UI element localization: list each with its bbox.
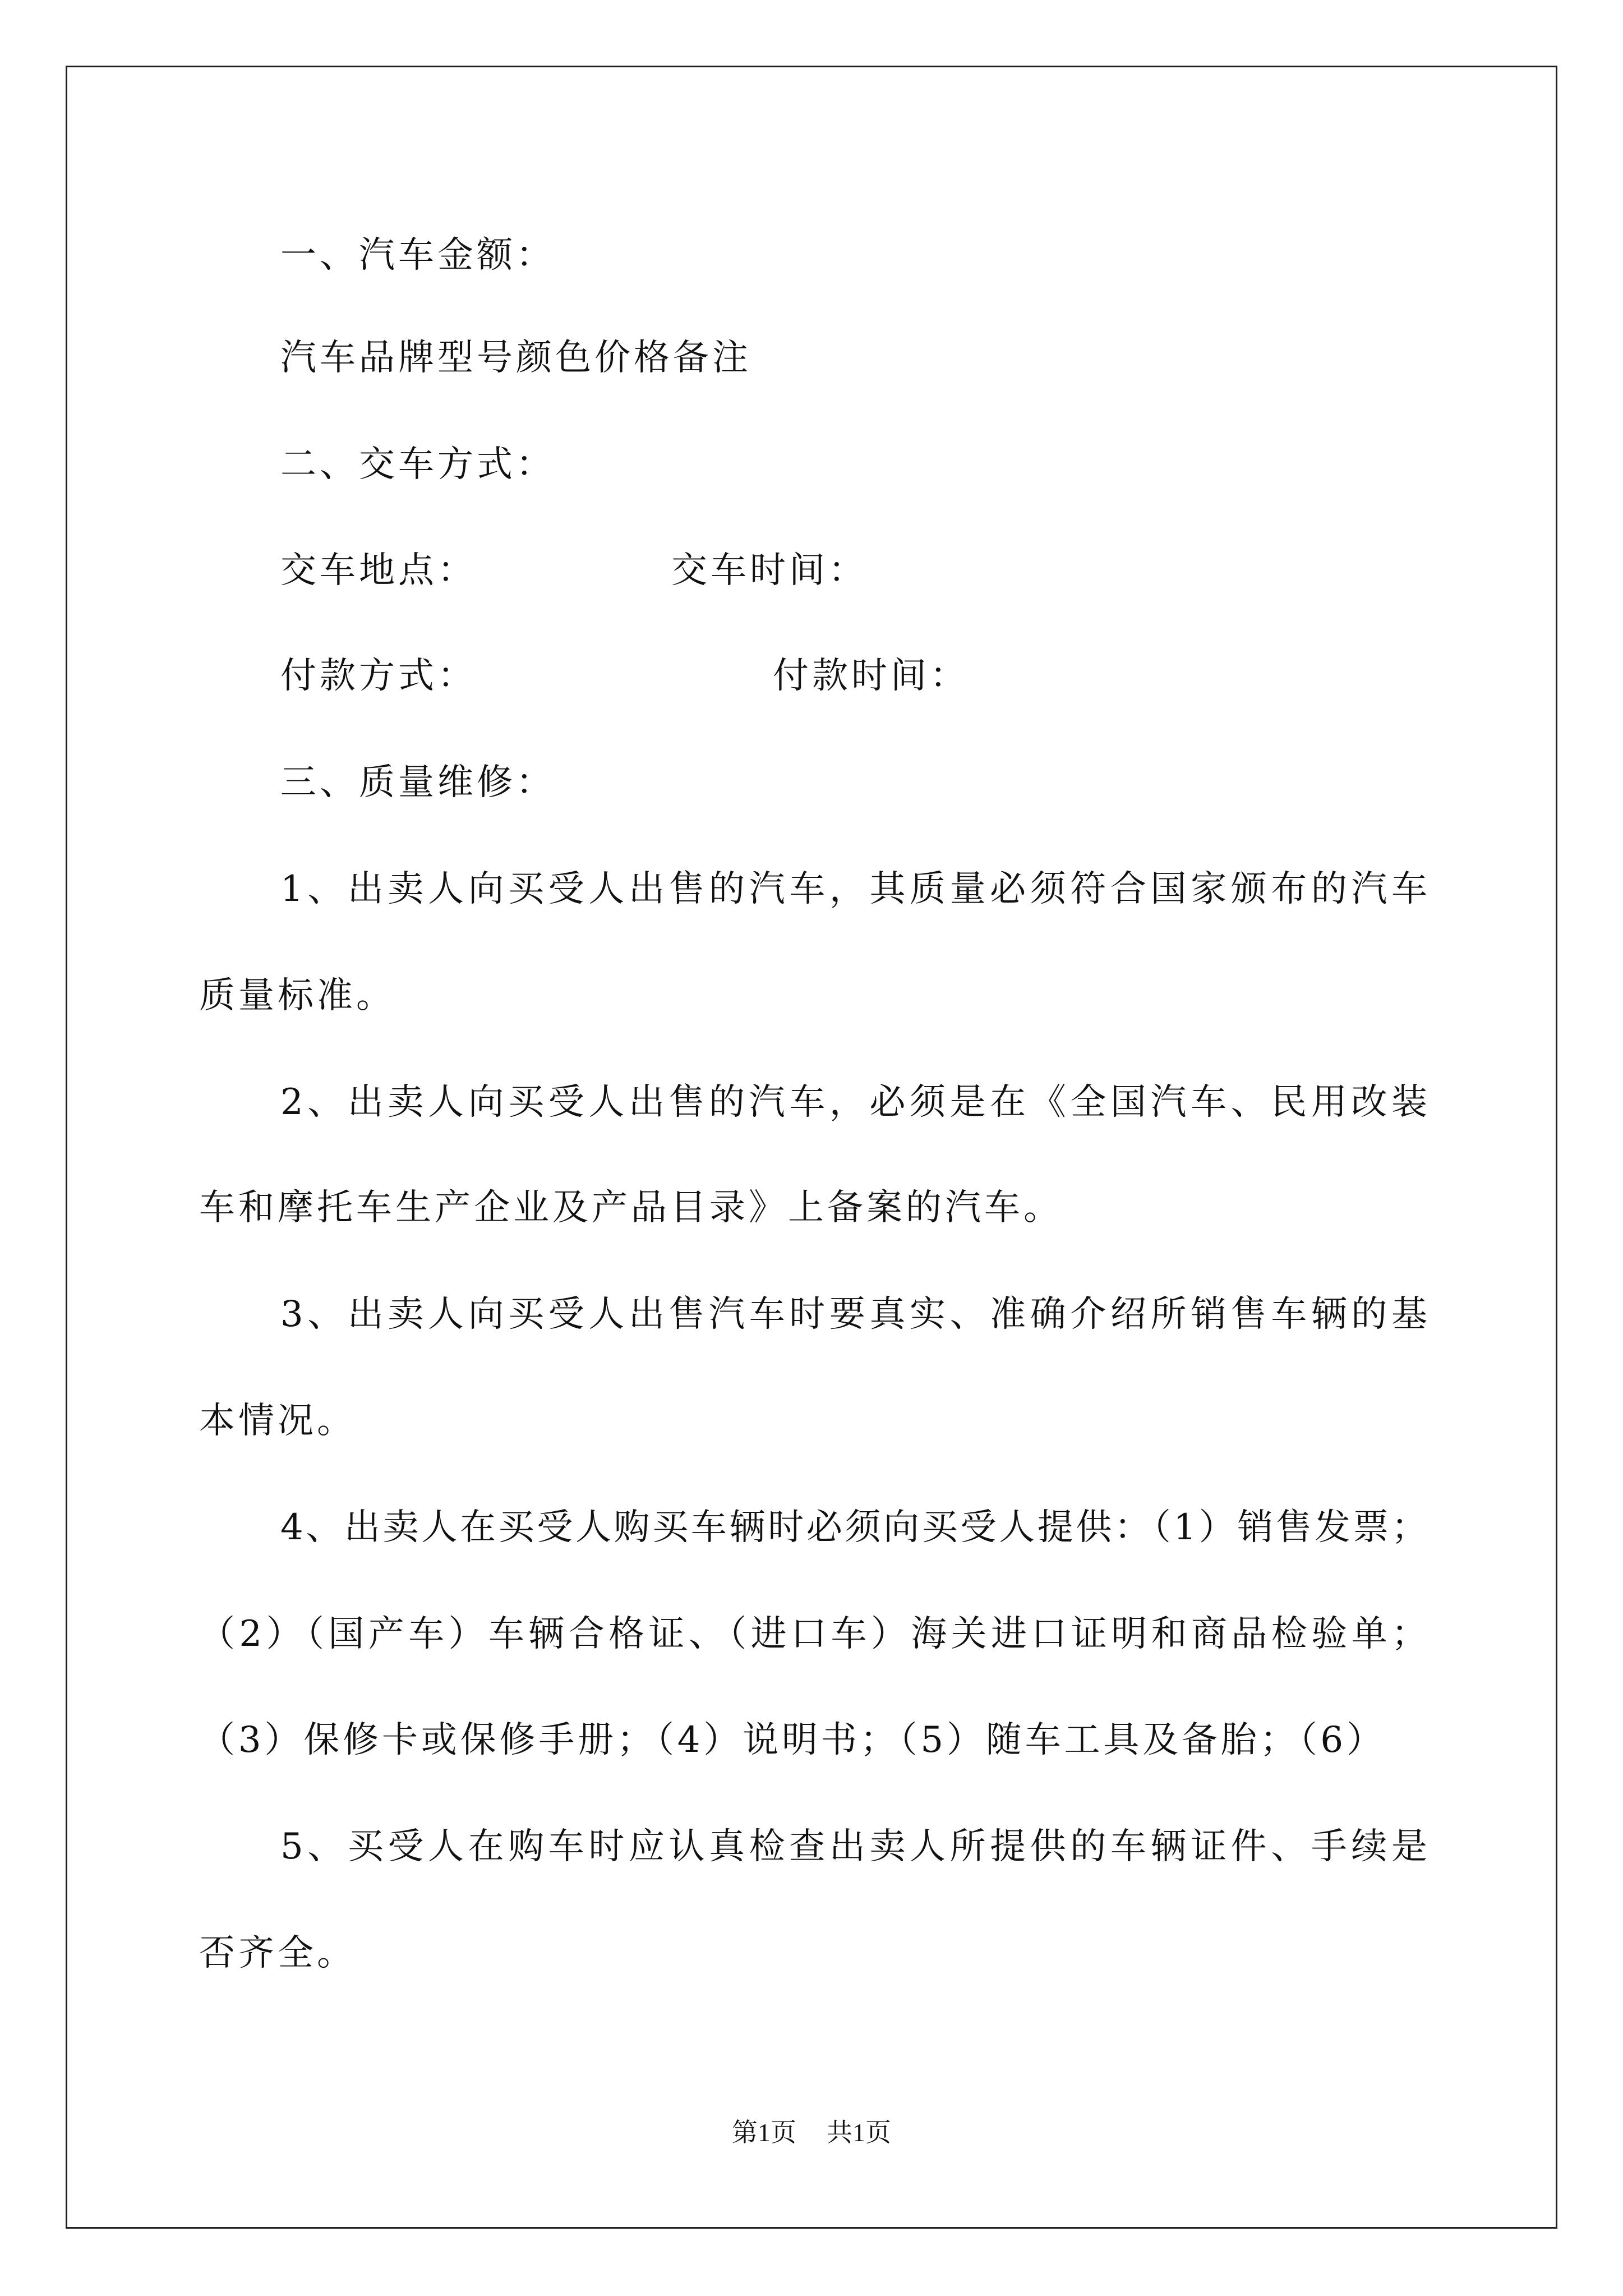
clause-4-line-3: （3）保修卡或保修手册；（4）说明书；（5）随车工具及备胎；（6） <box>199 1719 1382 1761</box>
clause-3-line-1: 3、出卖人向买受人出售汽车时要真实、准确介绍所销售车辆的基 <box>280 1294 1427 1335</box>
page-number-total: 共1页 <box>827 2118 891 2147</box>
clause-5-line-2: 否齐全。 <box>199 1932 356 1974</box>
section-heading-amount: 一、汽车金额： <box>280 234 555 276</box>
clause-3-line-2: 本情况。 <box>199 1400 356 1442</box>
clause-2-line-1: 2、出卖人向买受人出售的汽车，必须是在《全国汽车、民用改装 <box>280 1082 1427 1123</box>
clause-1-line-2: 质量标准。 <box>199 975 395 1016</box>
payment-time-label: 付款时间： <box>773 655 969 697</box>
page-border <box>66 66 1557 2229</box>
clause-2-line-2: 车和摩托车生产企业及产品目录》上备案的汽车。 <box>199 1187 1063 1228</box>
clause-4-line-2: （2）（国产车）车辆合格证、（进口车）海关进口证明和商品检验单； <box>199 1613 1427 1655</box>
clause-1-line-1: 1、出卖人向买受人出售的汽车，其质量必须符合国家颁布的汽车 <box>280 868 1427 910</box>
section-heading-delivery: 二、交车方式： <box>280 444 555 485</box>
amount-columns: 汽车品牌型号颜色价格备注 <box>280 337 751 379</box>
clause-4-line-1: 4、出卖人在买受人购买车辆时必须向买受人提供：（1）销售发票； <box>280 1507 1427 1548</box>
clause-5-line-1: 5、买受人在购车时应认真检查出卖人所提供的车辆证件、手续是 <box>280 1826 1427 1867</box>
section-heading-quality: 三、质量维修： <box>280 762 555 803</box>
delivery-place-label: 交车地点： <box>280 550 477 591</box>
page-footer <box>0 2116 1623 2150</box>
page-number-current: 第1页 <box>732 2118 796 2147</box>
payment-method-label: 付款方式： <box>280 655 477 697</box>
delivery-time-label: 交车时间： <box>671 550 868 591</box>
